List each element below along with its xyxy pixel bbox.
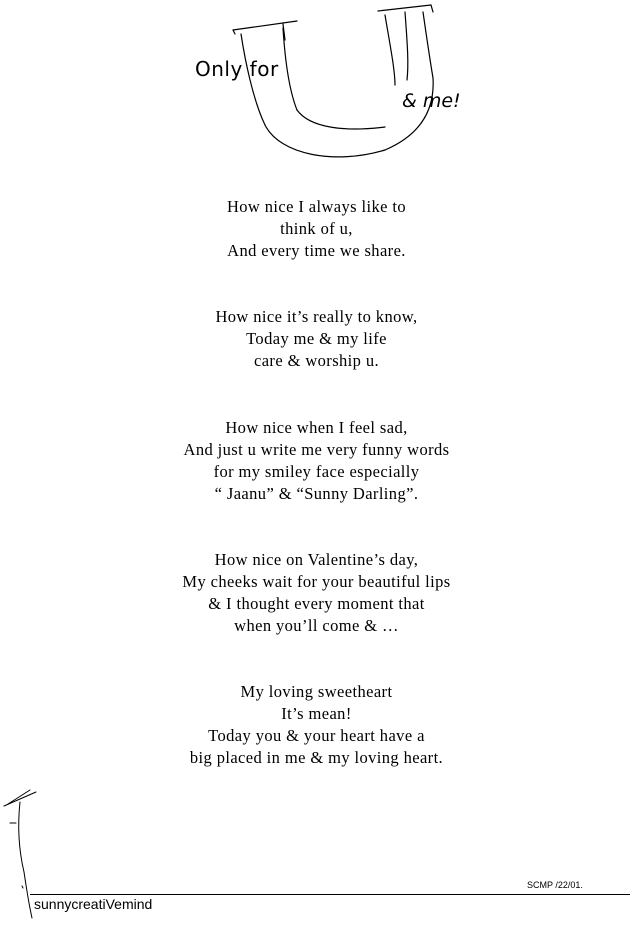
stanza-3 bbox=[0, 417, 633, 505]
logo-prefix-text: Only for bbox=[195, 57, 279, 81]
u-logo-drawing bbox=[185, 0, 485, 170]
logo-suffix-text: & me! bbox=[402, 90, 461, 112]
poem-line: And every time we share. bbox=[227, 241, 406, 260]
poem-line: “ Jaanu” & “Sunny Darling”. bbox=[214, 484, 419, 503]
poem bbox=[0, 196, 633, 769]
poem-line: think of u, bbox=[280, 219, 353, 238]
poem-line: big placed in me & my loving heart. bbox=[189, 748, 444, 767]
poem-line: How nice I always like to bbox=[226, 197, 407, 216]
poem-line: My cheeks wait for your beautiful lips bbox=[182, 572, 451, 591]
author-signature: sunnycreatiVemind bbox=[34, 896, 153, 912]
poem-line: Today you & your heart have a bbox=[208, 726, 425, 745]
poem-line: care & worship u. bbox=[253, 351, 379, 370]
poem-line: How nice on Valentine’s day, bbox=[214, 550, 419, 569]
footer-divider bbox=[30, 894, 630, 895]
poem-line: It’s mean! bbox=[281, 704, 352, 723]
poem-line: & I thought every moment that bbox=[208, 594, 425, 613]
poem-line: when you’ll come & … bbox=[234, 616, 399, 635]
poem-line: for my smiley face especially bbox=[213, 462, 420, 481]
poem-line: And just u write me very funny words bbox=[183, 440, 450, 459]
poem-line: My loving sweetheart bbox=[240, 682, 393, 701]
reference-code: SCMP /22/01. bbox=[527, 880, 583, 890]
poem-line: Today me & my life bbox=[246, 329, 387, 348]
stanza-2 bbox=[0, 306, 633, 372]
stanza-5 bbox=[0, 681, 633, 769]
stanza-4 bbox=[0, 549, 633, 637]
stanza-1 bbox=[0, 196, 633, 262]
poem-line: How nice it’s really to know, bbox=[215, 307, 418, 326]
poem-line: How nice when I feel sad, bbox=[225, 418, 408, 437]
